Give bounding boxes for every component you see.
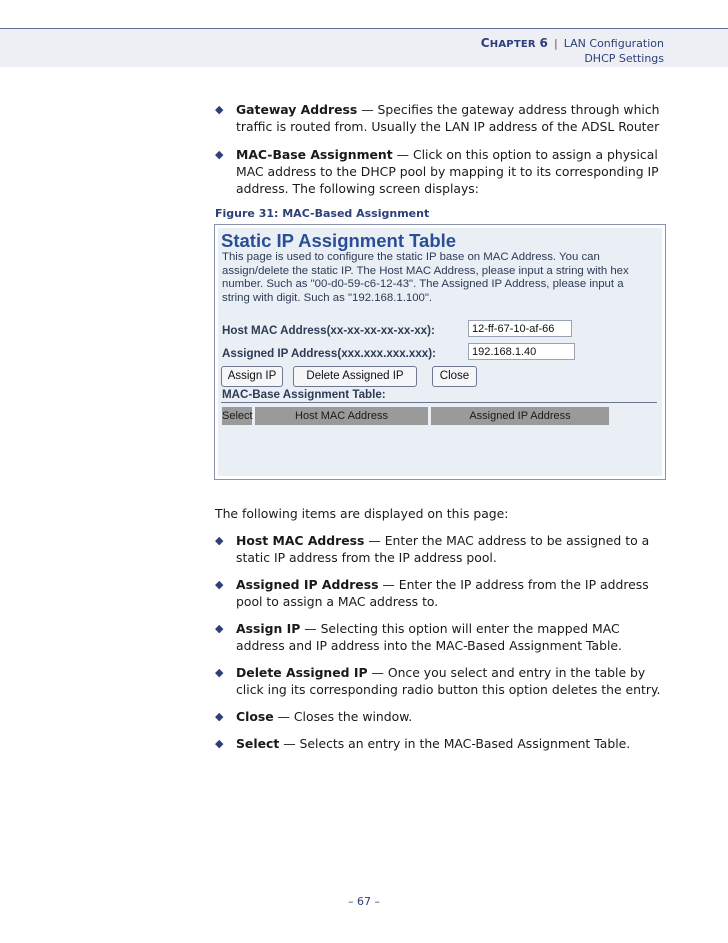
- items-section: [215, 505, 665, 752]
- intro-section: [215, 101, 665, 222]
- host-mac-input[interactable]: 12-ff-67-10-af-66: [468, 320, 572, 337]
- screenshot-title: Static IP Assignment Table: [221, 230, 457, 251]
- list-item: ◆ Close — Closes the window.: [215, 708, 665, 725]
- column-header-host-mac: Host MAC Address: [255, 407, 428, 425]
- page-number: – 67 –: [348, 895, 380, 908]
- list-item: ◆ Assign IP — Selecting this option will enter the mapped MAC address and IP address into the MAC-Based Assignment Table.: [215, 620, 665, 654]
- assignment-table-title: MAC-Base Assignment Table:: [222, 388, 386, 401]
- items-intro: The following items are displayed on this page:: [215, 506, 509, 521]
- list-item: ◆ MAC-Base Assignment — Click on this option to assign a physical MAC address to the DHCP pool by mapping it to its corresponding IP address. The following screen displays:: [215, 146, 665, 197]
- host-mac-label: Host MAC Address(xx-xx-xx-xx-xx-xx):: [222, 324, 435, 337]
- chapter-label: CHAPTER 6: [480, 36, 549, 50]
- running-header: [481, 36, 664, 66]
- list-item: ◆ Delete Assigned IP — Once you select and entry in the table by click ing its corresponding radio button this option deletes the entry.: [215, 664, 665, 698]
- assign-ip-button[interactable]: Assign IP: [221, 366, 283, 387]
- list-item: ◆ Host MAC Address — Enter the MAC address to be assigned to a static IP address from the IP address pool.: [215, 532, 665, 566]
- header-separator: |: [554, 37, 558, 50]
- screenshot-description: This page is used to configure the static IP base on MAC Address. You can assign/delete the static IP. The Host MAC Address, please input a string with hex number. Such as "00-d0-59-c6-12-43". The Assigned IP Address, please input a string with digit. Such as "192.168.1.100".: [222, 251, 629, 304]
- column-header-select: Select: [222, 407, 252, 425]
- list-item: ◆ Gateway Address — Specifies the gateway address through which traffic is routed from. Usually the LAN IP address of the ADSL Router: [215, 101, 665, 135]
- figure-caption: Figure 31: MAC-Based Assignment: [215, 207, 430, 220]
- assigned-ip-input[interactable]: 192.168.1.40: [468, 343, 575, 360]
- list-item: ◆ Select — Selects an entry in the MAC-Based Assignment Table.: [215, 735, 665, 752]
- section-title: LAN Configuration: [563, 37, 664, 50]
- delete-assigned-ip-button[interactable]: Delete Assigned IP: [293, 366, 417, 387]
- column-header-assigned-ip: Assigned IP Address: [431, 407, 609, 425]
- subsection-title: DHCP Settings: [584, 52, 664, 65]
- static-ip-assignment-screenshot: [214, 224, 666, 480]
- list-item: ◆ Assigned IP Address — Enter the IP address from the IP address pool to assign a MAC address to.: [215, 576, 665, 610]
- close-button[interactable]: Close: [432, 366, 477, 387]
- divider: [221, 402, 657, 403]
- assigned-ip-label: Assigned IP Address(xxx.xxx.xxx.xxx):: [222, 347, 436, 360]
